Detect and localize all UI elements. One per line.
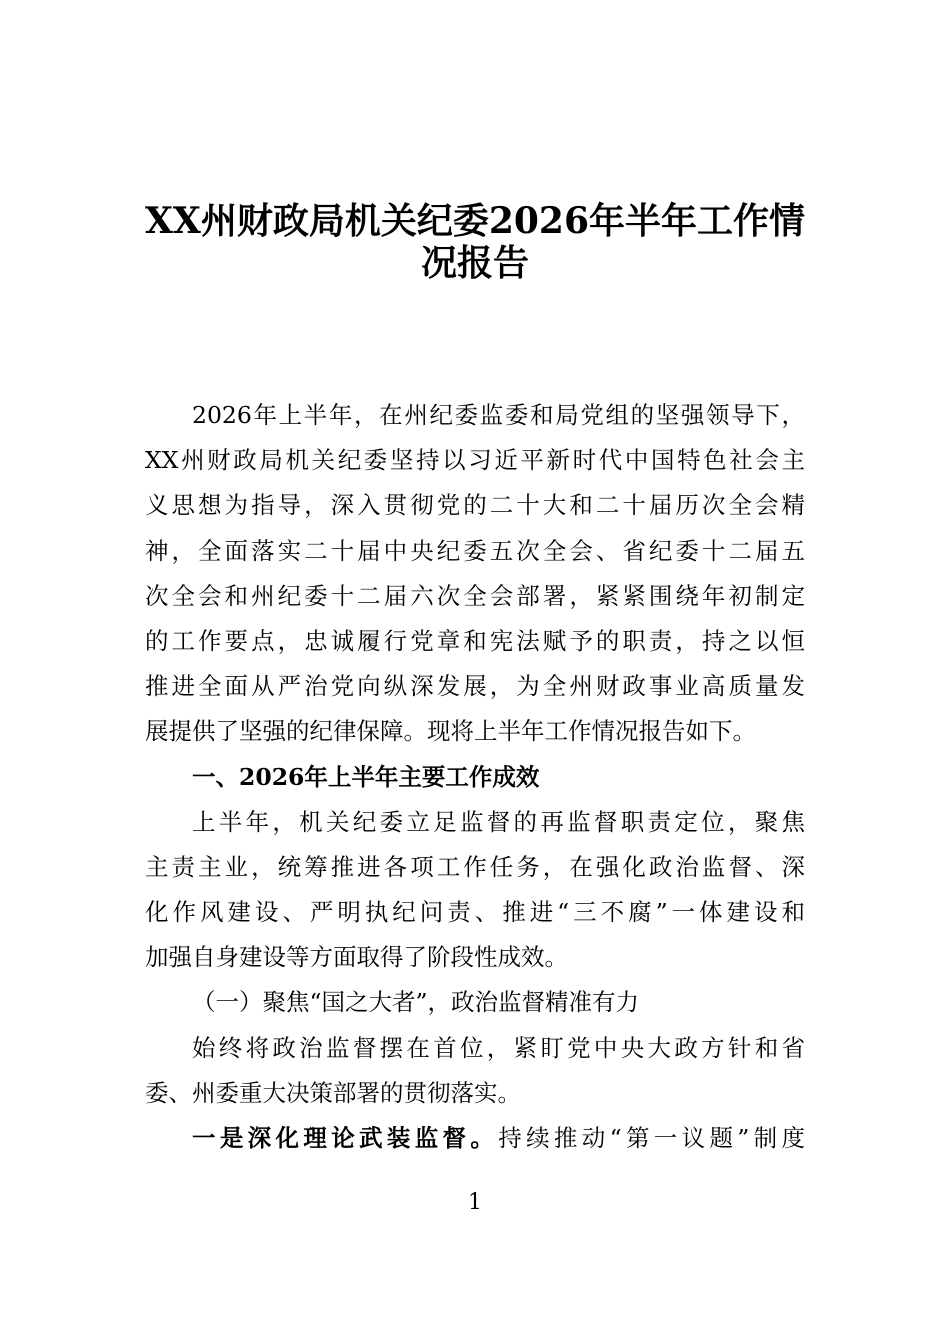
- paragraph-1-line-1: 2026年上半年，在州纪委监委和局党组的坚强领导下，: [192, 401, 805, 429]
- section-heading-1: 一、2026年上半年主要工作成效: [192, 762, 540, 791]
- paragraph-1-line-7: 推进全面从严治党向纵深发展，为全州财政事业高质量发: [145, 672, 805, 701]
- paragraph-4-line-1: [145, 1123, 805, 1168]
- document-body: [145, 400, 805, 1168]
- paragraph-2-line-2: 主责主业，统筹推进各项工作任务，在强化政治监督、深: [145, 852, 805, 881]
- subsection-heading-1: （一）聚焦“国之大者”，政治监督精准有力: [192, 988, 640, 1017]
- paragraph-1-line-6: 的工作要点，忠诚履行党章和宪法赋予的职责，持之以恒: [145, 626, 805, 655]
- document-title-line-2: 况报告: [420, 242, 529, 284]
- page-number: 1: [468, 1190, 482, 1215]
- paragraph-1-line-3: 义思想为指导，深入贯彻党的二十大和二十届历次全会精: [145, 491, 805, 520]
- paragraph-4-text: 持续推动“第一议题”制度: [498, 1124, 805, 1152]
- paragraph-1-line-4: 神，全面落实二十届中央纪委五次全会、省纪委十二届五: [145, 536, 805, 565]
- paragraph-3-line-2: 委、州委重大决策部署的贯彻落实。: [145, 1078, 521, 1107]
- document-title-line-1: XX州财政局机关纪委2026年半年工作情: [144, 200, 806, 242]
- paragraph-3-line-1: 始终将政治监督摆在首位，紧盯党中央大政方针和省: [192, 1033, 805, 1062]
- paragraph-2-line-4: 加强自身建设等方面取得了阶段性成效。: [145, 943, 568, 972]
- paragraph-4-lead: 一是深化理论武装监督。: [192, 1124, 499, 1152]
- paragraph-2-line-1: 上半年，机关纪委立足监督的再监督职责定位，聚焦: [192, 807, 805, 836]
- paragraph-2-line-3: 化作风建设、严明执纪问责、推进“三不腐”一体建设和: [145, 898, 805, 927]
- paragraph-1-line-5: 次全会和州纪委十二届六次全会部署，紧紧围绕年初制定: [145, 581, 805, 610]
- paragraph-1-line-2: XX州财政局机关纪委坚持以习近平新时代中国特色社会主: [145, 446, 805, 475]
- paragraph-1-line-8: 展提供了坚强的纪律保障。现将上半年工作情况报告如下。: [145, 717, 756, 746]
